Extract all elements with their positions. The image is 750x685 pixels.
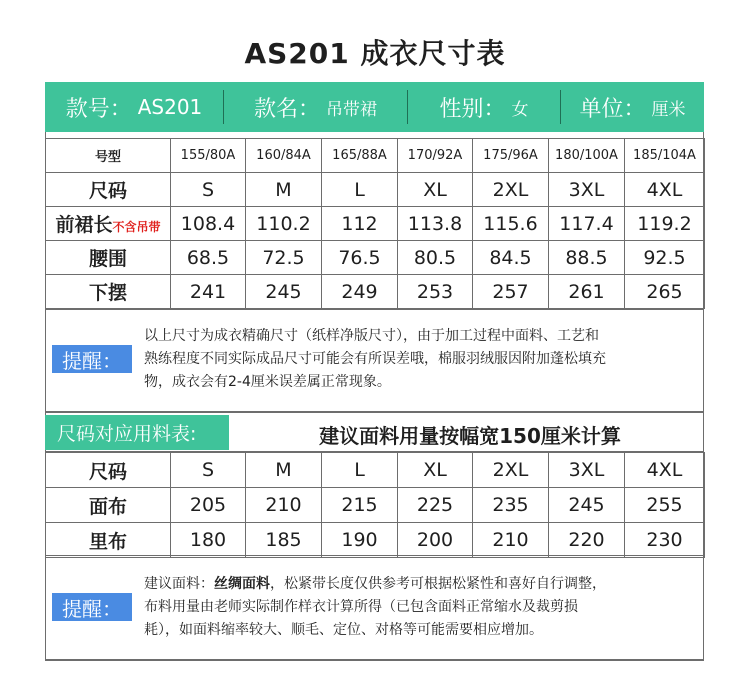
table-cell: 92.5 [625, 241, 705, 275]
table-cell: 180 [171, 523, 246, 558]
table-cell: 110.2 [246, 207, 322, 241]
row-label-text: 尺码 [88, 180, 127, 202]
row-label-text: 面布 [88, 495, 127, 518]
fabric-section-note: 建议面料用量按幅宽150厘米计算 [319, 424, 621, 448]
row-note: 不含吊带 [112, 220, 161, 234]
tip-text [144, 325, 699, 394]
row-label-text: 腰围 [88, 248, 127, 270]
tip2-line: 耗），如面料缩率较大、顺毛、定位、对格等可能需要相应增加。 [144, 622, 543, 638]
table-cell: 255 [625, 488, 705, 523]
table-cell: L [322, 453, 398, 488]
table-cell: 155/80A [171, 139, 246, 173]
table-cell: 220 [549, 523, 625, 558]
row-label [46, 453, 171, 488]
table-cell: 4XL [625, 453, 705, 488]
table-cell: 108.4 [171, 207, 246, 241]
header-unit [561, 82, 704, 132]
row-label-text: 下摆 [88, 282, 127, 304]
row-label-text: 前裙长 [55, 214, 113, 236]
table-cell: 2XL [473, 173, 549, 207]
table-cell: 115.6 [473, 207, 549, 241]
table-row [46, 275, 705, 309]
table-cell: 180/100A [549, 139, 625, 173]
table-cell: 225 [398, 488, 473, 523]
table-cell: 76.5 [322, 241, 398, 275]
tip2-text [144, 573, 699, 642]
size-table [45, 138, 705, 309]
table-cell: 257 [473, 275, 549, 309]
table-row [46, 453, 705, 488]
row-label [46, 241, 171, 275]
table-row [46, 488, 705, 523]
unit-value: 厘米 [651, 99, 686, 120]
header-style-no [45, 82, 223, 132]
table-cell: 160/84A [246, 139, 322, 173]
header-gender [408, 82, 560, 132]
tip2-label: 提醒： [52, 593, 132, 621]
row-label [46, 275, 171, 309]
table-cell: 185 [246, 523, 322, 558]
gender-label: 性别： [439, 96, 506, 122]
row-label-text: 尺码 [88, 460, 127, 483]
table-cell: 68.5 [171, 241, 246, 275]
table-cell: M [246, 453, 322, 488]
style-no-value: AS201 [137, 95, 203, 119]
table-cell: 215 [322, 488, 398, 523]
table-cell: 230 [625, 523, 705, 558]
table-cell: 117.4 [549, 207, 625, 241]
table-cell: 72.5 [246, 241, 322, 275]
table-cell: 4XL [625, 173, 705, 207]
table-cell: 175/96A [473, 139, 549, 173]
row-label [46, 207, 171, 241]
row-label-text: 里布 [88, 530, 127, 553]
table-cell: 200 [398, 523, 473, 558]
table-cell: 205 [171, 488, 246, 523]
table-cell: S [171, 173, 246, 207]
tip-line: 以上尺寸为成衣精确尺寸（纸样净版尺寸），由于加工过程中面料、工艺和 [144, 328, 599, 344]
table-cell: 119.2 [625, 207, 705, 241]
table-row [46, 523, 705, 558]
table-cell: 210 [246, 488, 322, 523]
tip2-bold: 丝绸面料 [214, 576, 270, 592]
table-cell: 261 [549, 275, 625, 309]
header-name [224, 82, 407, 132]
row-label-text: 号型 [94, 150, 121, 165]
row-label [46, 523, 171, 558]
table-cell: 165/88A [322, 139, 398, 173]
fabric-table [45, 452, 705, 558]
table-cell: 170/92A [398, 139, 473, 173]
table-cell: 245 [549, 488, 625, 523]
fabric-section-label: 尺码对应用料表: [45, 415, 229, 450]
table-cell: M [246, 173, 322, 207]
table-cell: 3XL [549, 453, 625, 488]
table-cell: 185/104A [625, 139, 705, 173]
tip-line: 物，成衣会有2-4厘米误差属正常现象。 [144, 374, 391, 390]
tip2-line: 布料用量由老师实际制作样衣计算所得（已包含面料正常缩水及裁剪损 [144, 599, 578, 615]
tip-line: 熟练程度不同实际成品尺寸可能会有所误差哦，棉服羽绒服因附加蓬松填充 [144, 351, 606, 367]
table-cell: 265 [625, 275, 705, 309]
table-cell: XL [398, 453, 473, 488]
tip2-suffix: ，松紧带长度仅供参考可根据松紧性和喜好自行调整， [270, 576, 606, 592]
table-cell: 241 [171, 275, 246, 309]
table-cell: 3XL [549, 173, 625, 207]
row-label [46, 139, 171, 173]
table-cell: 245 [246, 275, 322, 309]
row-label [46, 488, 171, 523]
unit-label: 单位： [579, 96, 646, 122]
row-label [46, 173, 171, 207]
table-cell: 113.8 [398, 207, 473, 241]
table-cell: 84.5 [473, 241, 549, 275]
name-value: 吊带裙 [326, 99, 377, 120]
table-cell: 2XL [473, 453, 549, 488]
table-cell: 190 [322, 523, 398, 558]
table-cell: 80.5 [398, 241, 473, 275]
table-row [46, 207, 705, 241]
gender-value: 女 [511, 99, 529, 120]
table-cell: 112 [322, 207, 398, 241]
tip-label: 提醒： [52, 345, 132, 373]
table-cell: L [322, 173, 398, 207]
name-label: 款名： [253, 96, 320, 122]
table-row [46, 139, 705, 173]
style-no-label: 款号： [65, 96, 132, 122]
table-cell: 249 [322, 275, 398, 309]
table-cell: S [171, 453, 246, 488]
tip2-prefix: 建议面料： [144, 576, 214, 592]
page-title: AS201 成衣尺寸表 [244, 37, 506, 70]
table-row [46, 173, 705, 207]
table-cell: XL [398, 173, 473, 207]
table-cell: 235 [473, 488, 549, 523]
table-cell: 88.5 [549, 241, 625, 275]
table-row [46, 241, 705, 275]
table-cell: 210 [473, 523, 549, 558]
table-cell: 253 [398, 275, 473, 309]
tip2-line [144, 573, 699, 596]
